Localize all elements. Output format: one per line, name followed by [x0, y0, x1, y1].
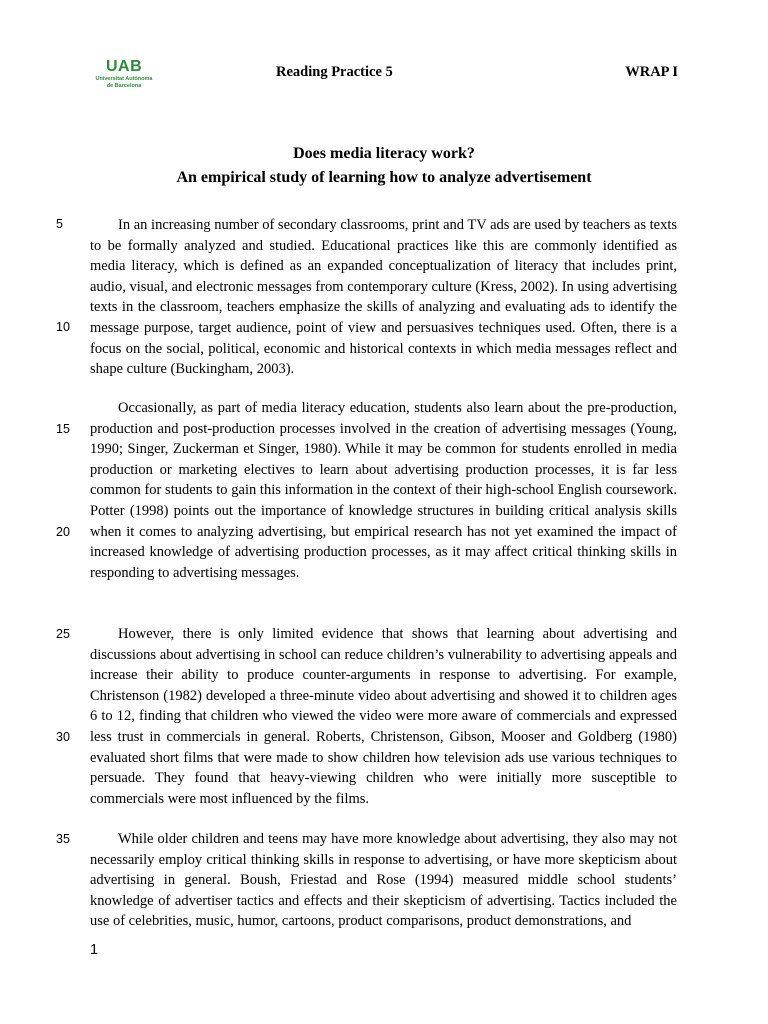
uab-logo: [89, 58, 159, 94]
line-number: 30: [56, 730, 70, 744]
page-number: 1: [90, 942, 99, 958]
line-number: 5: [56, 217, 63, 231]
body-paragraph: While older children and teens may have more knowledge about advertising, they also may not necessarily employ critical thinking skills in response to advertising, or have more skepticism about advertising in general. Boush, Friestad and Rose (1994) measured middle school students’ knowledge of advertiser tactics and effects and their skepticism of advertising. Tactics included the use of celebrities, music, humor, cartoons, product comparisons, product demonstrations, and: [90, 831, 677, 930]
logo-subtitle-line2: de Barcelona: [106, 82, 142, 89]
logo-subtitle-line1: Universitat Autònoma: [95, 76, 153, 82]
header-course-label: WRAP I: [625, 64, 678, 80]
line-number: 20: [56, 525, 70, 539]
line-number: 15: [56, 422, 70, 436]
line-number: 25: [56, 627, 70, 641]
header-title: Reading Practice 5: [276, 64, 393, 80]
line-number: 10: [56, 320, 70, 334]
document-title-line2: An empirical study of learning how to analyze advertisement: [176, 169, 592, 186]
line-number: 35: [56, 832, 70, 846]
body-paragraph: However, there is only limited evidence that shows that learning about advertising and discussions about advertising in school can reduce children’s vulnerability to advertising appeals and increase their ability to produce counter-arguments in response to advertising. For example, Christenson (1982) developed a three-minute video about advertising and showed it to children ages 6 to 12, finding that children who viewed the video were more aware of commercials and expressed less trust in commercials in general. Roberts, Christenson, Gibson, Mooser and Goldberg (1980) evaluated short films that were made to show children how television ads use various techniques to persuade. They found that heavy-viewing children who were initially more susceptible to commercials were most influenced by the films.: [90, 626, 677, 807]
logo-subtitle: [89, 76, 159, 89]
body-paragraph: Occasionally, as part of media literacy education, students also learn about the pre-production, production and post-production processes involved in the creation of advertising messages (Young, 1990; Singer, Zuckerman et Singer, 1980). While it may be common for students enrolled in media production or marketing electives to learn about advertising production processes, it is far less common for students to gain this information in the context of their high-school English coursework. Potter (1998) points out the importance of knowledge structures in building critical analysis skills when it comes to analyzing advertising, but empirical research has not yet examined the impact of increased knowledge of advertising production processes, as it may affect critical thinking skills in responding to advertising messages.: [90, 400, 677, 581]
body-paragraph: In an increasing number of secondary classrooms, print and TV ads are used by teachers as texts to be formally analyzed and studied. Educational practices like this are commonly identified as media literacy, which is defined as an expanded conceptualization of literacy that includes print, audio, visual, and electronic messages from contemporary culture (Kress, 2002). In using advertising texts in the classroom, teachers emphasize the skills of analyzing and evaluating ads to identify the message purpose, target audience, point of view and persuasives techniques used. Often, there is a focus on the social, political, economic and historical contexts in which media messages reflect and shape culture (Buckingham, 2003).: [90, 217, 677, 378]
logo-text: UAB: [106, 58, 143, 75]
document-title-line1: Does media literacy work?: [293, 145, 475, 162]
